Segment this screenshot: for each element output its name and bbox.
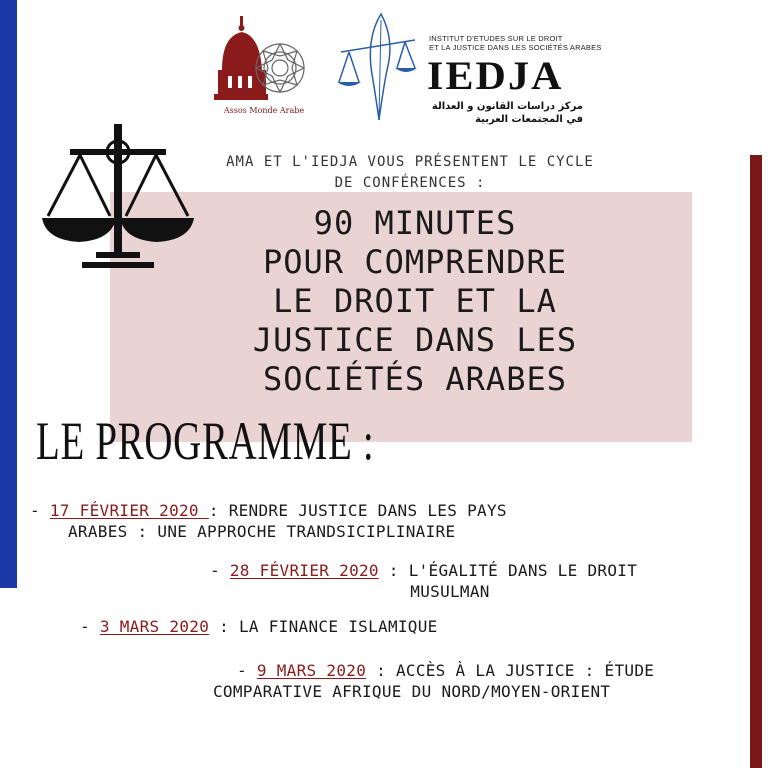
program-item [210, 560, 690, 602]
event-title [120, 204, 710, 399]
program-item [80, 616, 580, 637]
item-separator: : [366, 661, 396, 680]
program-date: 17 FÉVRIER 2020 [49, 501, 209, 520]
title-line-4: JUSTICE DANS LES [252, 321, 578, 359]
quill-scale-logo-icon [335, 10, 427, 125]
iedja-subtitle-1: INSTITUT D'ETUDES SUR LE DROIT [429, 34, 563, 43]
program-text: RENDRE JUSTICE DANS LES PAYS [228, 501, 507, 520]
item-dash: - [210, 561, 230, 580]
intro-text [200, 152, 620, 194]
ama-caption: Assos Monde Arabe [223, 106, 305, 115]
program-text-cont: ARABES : UNE APPROCHE TRANDSICIPLINAIRE [68, 522, 456, 541]
program-text: LA FINANCE ISLAMIQUE [238, 617, 438, 636]
iedja-wordmark: IEDJA [427, 53, 564, 98]
program-item [30, 500, 590, 542]
title-line-3: LE DROIT ET LA [273, 282, 557, 320]
iedja-subtitle-2: ET LA JUSTICE DANS LES SOCIÉTÉS ARABES [429, 43, 602, 52]
item-separator: : [209, 617, 239, 636]
programme-heading: LE PROGRAMME : [36, 411, 375, 471]
item-separator: : [378, 561, 409, 580]
program-text-cont: COMPARATIVE AFRIQUE DU NORD/MOYEN-ORIENT [213, 682, 611, 701]
title-line-5: SOCIÉTÉS ARABES [263, 360, 567, 398]
program-text: ACCÈS À LA JUSTICE : ÉTUDE [395, 661, 655, 680]
item-dash: - [30, 501, 50, 520]
ama-logo [214, 10, 314, 122]
title-line-1: 90 MINUTES [313, 204, 517, 242]
intro-line-2: DE CONFÉRENCES : [334, 175, 486, 191]
program-text: L'ÉGALITÉ DANS LE DROIT [408, 561, 638, 580]
left-blue-bar [0, 0, 17, 588]
iedja-arabic-2: في المجتمعات العربية [475, 114, 583, 125]
title-line-2: POUR COMPRENDRE [263, 243, 567, 281]
right-red-bar [750, 155, 762, 768]
intro-line-1: AMA ET L'IEDJA VOUS PRÉSENTENT LE CYCLE [226, 154, 594, 170]
program-date: 3 MARS 2020 [99, 617, 210, 636]
iedja-arabic-1: مركز دراسات القانون و العدالة [431, 101, 583, 112]
item-dash: - [237, 661, 257, 680]
item-separator: : [208, 501, 229, 520]
program-text-cont: MUSULMAN [410, 582, 490, 601]
program-date: 9 MARS 2020 [256, 661, 367, 680]
dome-rosette-logo-icon [214, 10, 314, 106]
program-item [213, 660, 713, 702]
item-dash: - [80, 617, 100, 636]
program-date: 28 FÉVRIER 2020 [229, 561, 379, 580]
iedja-logo [335, 10, 602, 125]
